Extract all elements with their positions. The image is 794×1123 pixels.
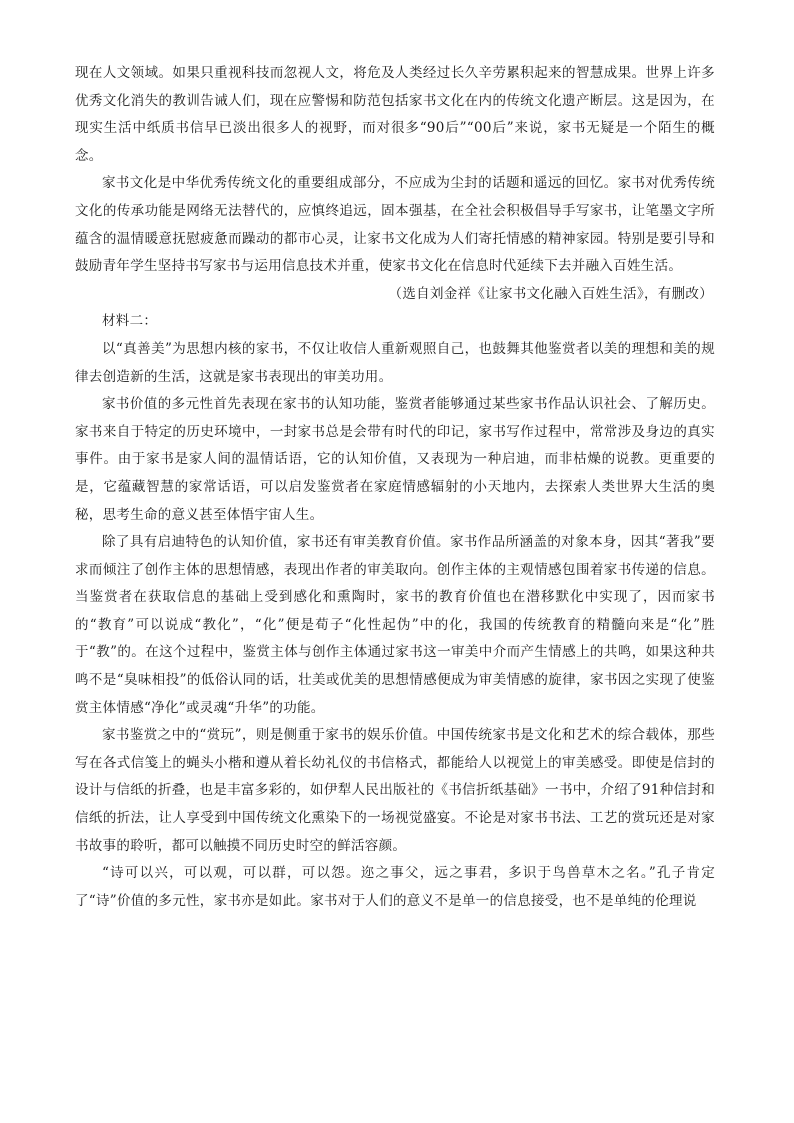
paragraph-4: 家书价值的多元性首先表现在家书的认知功能，鉴赏者能够通过某些家书作品认识社会、了解历史。家书来自于特定的历史环境中，一封家书总是会带有时代的印记，家书写作过程中，常常涉及身边的真实事件。由于家书是家人间的温情话语，它的认知价值，又表现为一种启迪，而非枯燥的说教。更重要的是，它蕴藏智慧的家常话语，可以启发鉴赏者在家庭情感辐射的小天地内，去探索人类世界大生活的奥秘，思考生命的意义甚至体悟宇宙人生。 [75, 396, 715, 523]
paragraph-2: 家书文化是中华优秀传统文化的重要组成部分，不应成为尘封的话题和遥远的回忆。家书对优秀传统文化的传承功能是网络无法替代的，应慎终追远，固本强基，在全社会积极倡导手写家书，让笔墨文字所蕴含的温情暖意抚慰疲惫而躁动的都市心灵，让家书文化成为人们寄托情感的精神家园。特别是要引导和鼓励青年学生坚持书写家书与运用信息技术并重，使家书文化在信息时代延续下去并融入百姓生活。 [75, 175, 715, 275]
paragraph-3: 以“真善美”为思想内核的家书，不仅让收信人重新观照自己，也鼓舞其他鉴赏者以美的理想和美的规律去创造新的生活，这就是家书表现出的审美功用。 [75, 340, 715, 385]
material-label: 材料二： [102, 313, 158, 330]
paragraph-5: 除了具有启迪特色的认知价值，家书还有审美教育价值。家书作品所涵盖的对象本身，因其“著我”要求而倾注了创作主体的思想情感，表现出作者的审美取向。创作主体的主观情感包围着家书传递的信息。当鉴赏者在获取信息的基础上受到感化和熏陶时，家书的教育价值也在潜移默化中实现了，因而家书的“教育”可以说成“教化”，“化”便是荀子“化性起伪”中的化，我国的传统教育的精髓向来是“化”胜于“教”的。在这个过程中，鉴赏主体与创作主体通过家书这一审美中介而产生情感上的共鸣，如果这种共鸣不是“臭味相投”的低俗认同的话，壮美或优美的思想情感便成为审美情感的旋律，家书因之实现了使鉴赏主体情感“净化”或灵魂“升华”的功能。 [75, 534, 715, 716]
paragraph-7: “诗可以兴，可以观，可以群，可以怨。迩之事父，远之事君，多识于鸟兽草木之名。”孔子肯定了“诗”价值的多元性，家书亦是如此。家书对于人们的意义不是单一的信息接受，也不是单纯的伦理说 [75, 865, 715, 909]
document-page [75, 60, 715, 915]
paragraph-1: 现在人文领域。如果只重视科技而忽视人文，将危及人类经过长久辛劳累积起来的智慧成果。世界上许多优秀文化消失的教训告诫人们，现在应警惕和防范包括家书文化在内的传统文化遗产断层。这是因为，在现实生活中纸质书信早已淡出很多人的视野，而对很多“90后”“00后”来说，家书无疑是一个陌生的概念。 [75, 65, 715, 164]
source-citation: （选自刘金祥《让家书文化融入百姓生活》，有删改） [388, 285, 713, 302]
paragraph-6: 家书鉴赏之中的“赏玩”，则是侧重于家书的娱乐价值。中国传统家书是文化和艺术的综合载体，那些写在各式信笺上的蝇头小楷和遵从着长幼礼仪的书信格式，都能给人以视觉上的审美感受。即使是信封的设计与信纸的折叠，也是丰富多彩的，如伊犁人民出版社的《书信折纸基础》一书中，介绍了91种信封和信纸的折法，让人享受到中国传统文化熏染下的一场视觉盛宴。不论是对家书书法、工艺的赏玩还是对家书故事的聆听，都可以触摸不同历史时空的鲜活容颜。 [75, 727, 715, 854]
